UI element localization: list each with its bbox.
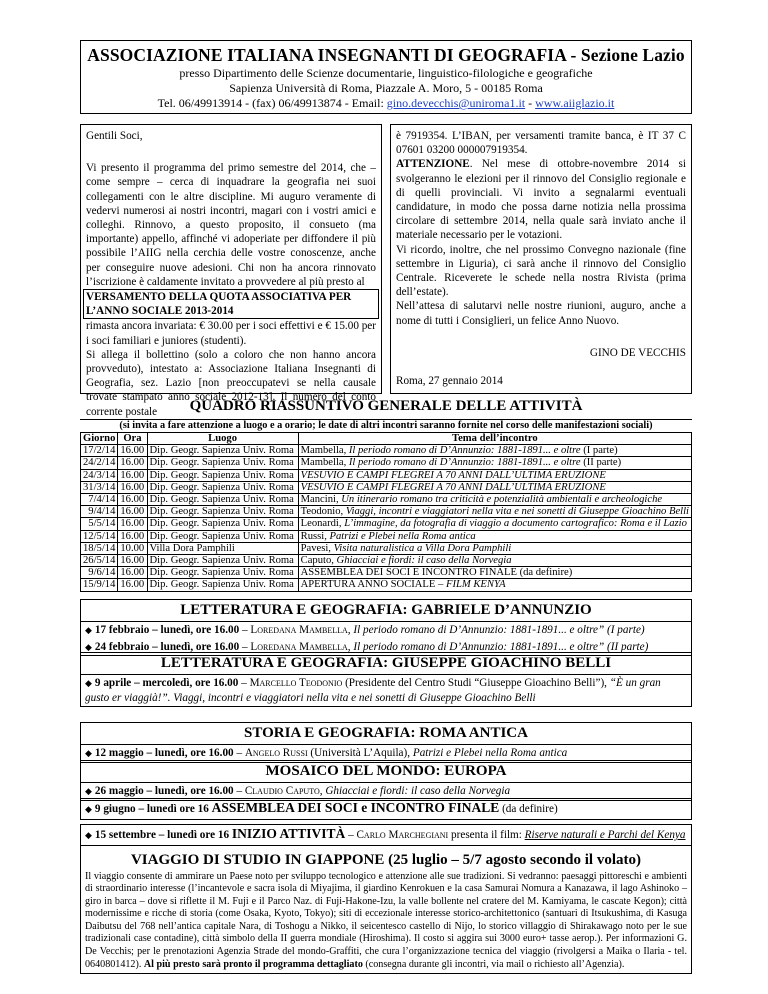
schedule-row [81,457,692,469]
attention-label: ATTENZIONE [396,158,470,171]
schedule-time: 16.00 [118,494,147,506]
letter-date: Roma, 27 gennaio 2014 [396,375,503,388]
schedule-place: Dip. Geogr. Sapienza Univ. Roma [147,469,298,481]
schedule-time: 16.00 [118,481,147,493]
schedule-time: 10.00 [118,542,147,554]
salutation: Gentili Soci, [86,130,143,142]
schedule-header-row [81,433,692,445]
letter-right-column [390,124,692,394]
schedule-time: 16.00 [118,530,147,542]
schedule-title: QUADRO RIASSUNTIVO GENERALE DELLE ATTIVITÀ [80,398,692,420]
schedule-row [81,518,692,530]
schedule-date: 26/5/14 [81,555,118,567]
japan-trip-body: Il viaggio consente di ammirare un Paese noto per sviluppo tecnologico e attenzione alle sue tradizioni. Si vedranno: paesaggi pittoreschi e ambienti di straordinario interesse (l’incantevole e sacra isola di Miyajima, il giardino Kenrokuen e la casa Samurai Nomura a Kanazawa, il lago Ashinoko – giro in barca – dove si riflette il M. Fuji e il Parco Naz. di Fuji-Hakone-Izu, la valle bollente nel cratere del M. Kamiyama, le cascate Kegon); città modernissime e ricche di storia (come Osaka, Kyoto, Tokyo); siti di eccezionale interesse storico-architettonico (santuari di Itsukushima, di Kasuga Daibutsu del 768 nell’antica capitale Nara, di Toshogu a Nikko, il seicentesco castello di Nijo, lo storico villaggio di Shirakawago noto per le sue tradizionali case contadine), città simbolo della II guerra mondiale (Hiroshima). Il costo si aggira sui 3000 euro+ tasse aerop.). Per informazioni G. De Vecchis; per le prenotazioni Agenzia Strade del mondo-Graffiti, che cura l’organizzazione tecnica del viaggio (rivolgersi a Maika o Ilaria - tel. 0640801412). Al più presto sarà pronto il programma dettagliato (consegna durante gli incontri, via mail o richiesto all’Agenzia). [85,870,687,970]
schedule-time: 16.00 [118,469,147,481]
belli-section [80,652,692,707]
schedule-date: 15/9/14 [81,579,118,591]
diamond-icon: ◆ [85,625,92,635]
header-giorno: Giorno [81,433,118,445]
schedule-time: 16.00 [118,567,147,579]
schedule-time: 16.00 [118,445,147,457]
website-link[interactable]: www.aiiglazio.it [535,96,615,110]
schedule-date: 7/4/14 [81,494,118,506]
japan-trip-title: VIAGGIO DI STUDIO IN GIAPPONE (25 luglio – 5/7 agosto secondo il volato) [130,851,642,868]
schedule-topic: Leonardi, L’immagine, da fotografia di viaggio a documento cartografico: Roma e il Lazio [298,518,691,530]
schedule-date: 24/2/14 [81,457,118,469]
diamond-icon: ◆ [85,678,92,688]
schedule-place: Dip. Geogr. Sapienza Univ. Roma [147,555,298,567]
schedule-table [80,432,692,592]
membership-fee-box: VERSAMENTO DELLA QUOTA ASSOCIATIVA PER L’ANNO SOCIALE 2013-2014 [83,289,379,319]
schedule-place: Dip. Geogr. Sapienza Univ. Roma [147,481,298,493]
inizio-event: ◆ 15 settembre – lunedì ore 16 INIZIO ATTIVITÀ – Carlo Marchegiani presenta il film: Riserve naturali e Parchi del Kenya [81,825,691,846]
schedule-row [81,469,692,481]
email-link[interactable]: gino.devecchis@uniroma1.it [386,96,526,110]
schedule-place: Dip. Geogr. Sapienza Univ. Roma [147,530,298,542]
schedule-date: 9/6/14 [81,567,118,579]
schedule-place: Dip. Geogr. Sapienza Univ. Roma [147,445,298,457]
letter-paragraph-6: Vi ricordo, inoltre, che nel prossimo Convegno nazionale (fine settembre in Liguria), ci sarà anche il rinnovo del Consiglio Centrale. Riceverete le schede nella nostra Rivista (prima dell’estate). [396,243,686,299]
schedule-date: 24/3/14 [81,469,118,481]
schedule-topic: Mambella, Il periodo romano di D’Annunzio: 1881-1891... e oltre (I parte) [298,445,691,457]
belli-event: ◆ 9 aprile – mercoledì, ore 16.00 – Marcello Teodonio (Presidente del Centro Studi “Giuseppe Gioachino Belli”), “È un gran gusto er viaggià!”. Viaggi, incontri e viaggiatori nella vita e nei sonetti di Giuseppe Gioachino Belli [85,677,661,704]
letter-paragraph-1: Vi presento il programma del primo semestre del 2014, che – come sempre – cerca di inquadrare la geografia nei suoi collegamenti con le altre discipline. Mi auguro veramente di vedervi numerosi ai nostri incontri, magari con i vostri amici e colleghi. Rinnovo, a questo proposito, il consueto (ma importante) appello, affinché vi adoperiate per diffondere il più possibile l’AIIG nella cerchia delle vostre conoscenze, anche per conseguire nuove adesioni. Chi non ha ancora rinnovato l’iscrizione è caldamente invitato a provvedere al più presto al [86,162,376,288]
header-tema: Tema dell’incontro [298,433,691,445]
schedule-row [81,542,692,554]
dannunzio-title: LETTERATURA E GEOGRAFIA: GABRIELE D’ANNUNZIO [81,600,691,622]
header-ora: Ora [118,433,147,445]
schedule-date: 17/2/14 [81,445,118,457]
schedule-topic: VESUVIO E CAMPI FLEGREI A 70 ANNI DALL’ULTIMA ERUZIONE [298,481,691,493]
schedule-place: Dip. Geogr. Sapienza Univ. Roma [147,457,298,469]
schedule-place: Dip. Geogr. Sapienza Univ. Roma [147,506,298,518]
schedule-time: 16.00 [118,518,147,530]
department-line: presso Dipartimento delle Scienze documentarie, linguistico-filologiche e geografiche [179,66,593,80]
schedule-place: Villa Dora Pamphili [147,542,298,554]
schedule-time: 16.00 [118,579,147,591]
schedule-place: Dip. Geogr. Sapienza Univ. Roma [147,518,298,530]
roma-event: ◆ 12 maggio – lunedì, ore 16.00 – Angelo Russi (Università L’Aquila), Patrizi e Plebei nella Roma antica [85,747,568,759]
schedule-date: 9/4/14 [81,506,118,518]
association-header [80,40,692,114]
europa-section [80,760,692,801]
schedule-place: Dip. Geogr. Sapienza Univ. Roma [147,494,298,506]
diamond-icon: ◆ [85,804,92,814]
dannunzio-section [80,599,692,656]
roma-section [80,722,692,763]
europa-event: ◆ 26 maggio – lunedì, ore 16.00 – Claudio Caputo, Ghiacciai e fiordi: il caso della Norvegia [85,785,511,797]
schedule-topic: Pavesi, Visita naturalistica a Villa Dora Pamphili [298,542,691,554]
association-title: ASSOCIAZIONE ITALIANA INSEGNANTI DI GEOGRAFIA - Sezione Lazio [87,45,685,65]
schedule-place: Dip. Geogr. Sapienza Univ. Roma [147,567,298,579]
schedule-topic: Russi, Patrizi e Plebei nella Roma antica [298,530,691,542]
letter-left-column [80,124,382,418]
schedule-topic: Mancini, Un itinerario romano tra criticità e potenzialità ambientali e archeologiche [298,494,691,506]
schedule-date: 31/3/14 [81,481,118,493]
schedule-row [81,530,692,542]
diamond-icon: ◆ [85,748,92,758]
inizio-title: INIZIO ATTIVITÀ [231,826,346,841]
europa-title: MOSAICO DEL MONDO: EUROPA [81,761,691,783]
schedule-topic: Caputo, Ghiacciai e fiordi: il caso della Norvegia [298,555,691,567]
letter-paragraph-3: Si allega il bollettino (solo a coloro che non hanno ancora provveduto), intestato a: Associazione Italiana Insegnanti di Geografia, sez. Lazio [non preoccupatevi se nella causale trovate stampato anno sociale 2012-13]. Il numero del conto corrente postale [86,348,376,418]
schedule-topic: VESUVIO E CAMPI FLEGREI A 70 ANNI DALL’ULTIMA ERUZIONE [298,469,691,481]
schedule-row [81,567,692,579]
schedule-row [81,445,692,457]
diamond-icon: ◆ [85,786,92,796]
schedule-date: 5/5/14 [81,518,118,530]
letter-paragraph-2: rimasta ancora invariata: € 30.00 per i soci effettivi e € 15.00 per i soci familiari e juniores (studenti). [86,320,376,347]
schedule-time: 16.00 [118,506,147,518]
dannunzio-event-1: ◆ 17 febbraio – lunedì, ore 16.00 – Loredana Mambella, Il periodo romano di D’Annunzio: 1881-1891... e oltre” (I parte) [85,624,645,636]
letter-paragraph-5: ATTENZIONE. Nel mese di ottobre-novembre 2014 si svolgeranno le elezioni per il rinnovo del Consiglio regionale e di quelli provinciali. Vi invito a segnalarmi eventuali candidature, in modo che possa darne notizia nella prossima circolare di settembre 2014, nella quale sarà inviato anche il materiale necessario per le votazioni. [396,158,686,242]
phone-fax: Tel. 06/49913914 - (fax) 06/49913874 - Email: [157,96,387,110]
schedule-row [81,481,692,493]
schedule-topic: ASSEMBLEA DEI SOCI E INCONTRO FINALE (da definire) [298,567,691,579]
schedule-place: Dip. Geogr. Sapienza Univ. Roma [147,579,298,591]
schedule-date: 18/5/14 [81,542,118,554]
schedule-date: 12/5/14 [81,530,118,542]
diamond-icon: ◆ [85,830,92,840]
japan-trip-section [80,824,692,974]
assemblea-title: ASSEMBLEA DEI SOCI e INCONTRO FINALE [211,800,500,815]
assemblea-row: ◆ 9 giugno – lunedì ore 16 ASSEMBLEA DEI SOCI e INCONTRO FINALE (da definire) [80,798,692,820]
schedule-topic: APERTURA ANNO SOCIALE – FILM KENYA [298,579,691,591]
schedule-topic: Teodonio, Viaggi, incontri e viaggiatori nella vita e nei sonetti di Giuseppe Gioachino Belli [298,506,691,518]
schedule-row [81,494,692,506]
address-line: Sapienza Università di Roma, Piazzale A. Moro, 5 - 00185 Roma [229,81,543,95]
schedule-row [81,506,692,518]
schedule-note: (si invita a fare attenzione a luogo e a orario; le date di altri incontri saranno fornite nel corso delle manifestazioni sociali) [119,420,653,431]
letter-paragraph-7: Nell’attesa di salutarvi nelle nostre riunioni, auguro, anche a nome di tutti i Consiglieri, un felice Anno Nuovo. [396,300,686,327]
signature: GINO DE VECCHIS [589,346,686,359]
schedule-topic: Mambella, Il periodo romano di D’Annunzio: 1881-1891... e oltre (II parte) [298,457,691,469]
schedule-time: 16.00 [118,555,147,567]
separator: - [525,96,536,110]
roma-title: STORIA E GEOGRAFIA: ROMA ANTICA [81,723,691,745]
belli-title: LETTERATURA E GEOGRAFIA: GIUSEPPE GIOACHINO BELLI [81,653,691,675]
schedule-row [81,555,692,567]
schedule-time: 16.00 [118,457,147,469]
diamond-icon: ◆ [85,641,92,652]
contact-line [81,96,691,111]
letter-paragraph-4: è 7919354. L’IBAN, per versamenti tramite banca, è IT 37 C 07601 03200 000007919354. [396,130,686,157]
header-luogo: Luogo [147,433,298,445]
dannunzio-event-2: ◆ 24 febbraio – lunedì, ore 16.00 – Loredana Mambella, Il periodo romano di D’Annunzio: 1881-1891... e oltre” (II parte) [85,640,649,653]
schedule-row [81,579,692,591]
